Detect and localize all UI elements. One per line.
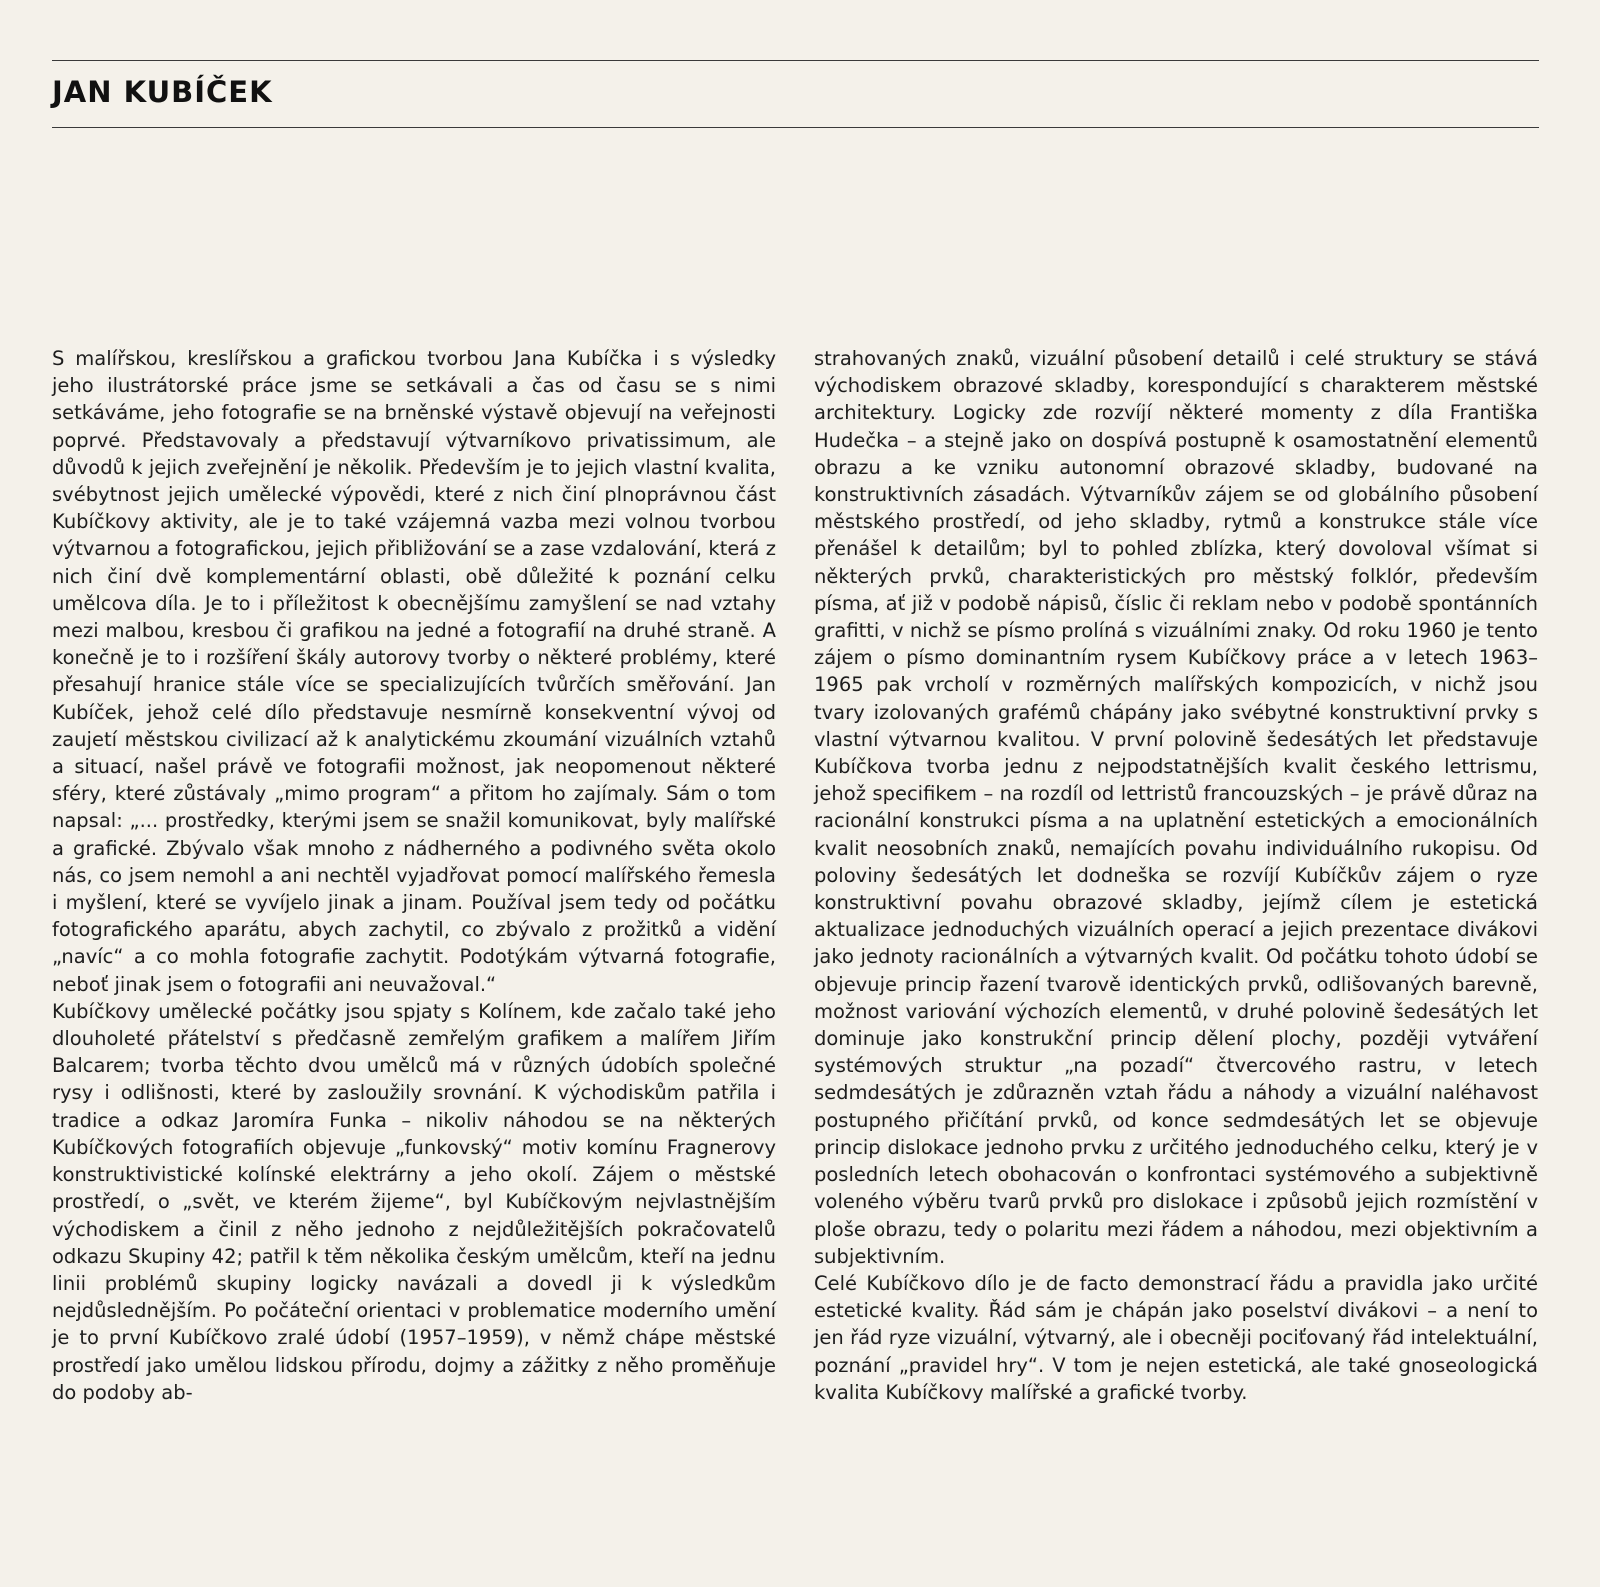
left-paragraph-2: Kubíčkovy umělecké počátky jsou spjaty s Kolínem, kde začalo také jeho dlouholeté přátelství s předčasně zemřelým grafikem a malířem Jiřím Balcarem; tvorba těchto dvou umělců má v různých údobích společné rysy i odlišnosti, které by zasloužily srovnání. K východiskům patřila i tradice a odkaz Jaromíra Funka – nikoliv náhodou se na některých Kubíčkových fotografiích objevuje „funkovský“ motiv komínu Fragnerovy konstruktivistické kolínské elektrárny a jeho okolí. Zájem o městské prostředí, o „svět, ve kterém žijeme“, byl Kubíčkovým nejvlastnějším východiskem a činil z něho jednoho z nejdůležitějších pokračovatelů odkazu Skupiny 42; patřil k těm několika českým umělcům, kteří na jednu linii problémů skupiny logicky navázali a dovedl ji k výsledkům nejdůslednějším. Po počáteční orientaci v problematice moderního umění je to první Kubíčkovo zralé údobí (1957–1959), v němž chápe městské prostředí jako umělou lidskou přírodu, dojmy a zážitky z něho proměňuje do podoby ab-	[52, 999, 776, 1404]
left-paragraph-1: S malířskou, kreslířskou a grafickou tvorbou Jana Kubíčka i s výsledky jeho ilustrátorské práce jsme se setkávali a čas od času se s nimi setkáváme, jeho fotografie se na brněnské výstavě objevují na veřejnosti poprvé. Představovaly a představují výtvarníkovo privatissimum, ale důvodů k jejich zveřejnění je několik. Především je to jejich vlastní kvalita, svébytnost jejich umělecké výpovědi, které z nich činí plnoprávnou část Kubíčkovy aktivity, ale je to také vzájemná vazba mezi volnou tvorbou výtvarnou a fotografickou, jejich přibližování se a zase vzdalování, která z nich činí dvě komplementární oblasti, obě důležité k poznání celku umělcova díla. Je to i příležitost k obecnějšímu zamyšlení se nad vztahy mezi malbou, kresbou či grafikou na jedné a fotografií na druhé straně. A konečně je to i rozšíření škály autorovy tvorby o některé problémy, které přesahují hranice stále více se specializujících tvůrčích směřování. Jan Kubíček, jehož celé dílo představuje nesmírně konsekventní vývoj od zaujetí městskou civilizací až k analytickému zkoumání vizuálních vztahů a situací, našel právě ve fotografii možnost, jak neopomenout některé sféry, které zůstávaly „mimo program“ a přitom ho zajímaly. Sám o tom napsal: „... prostředky, kterými jsem se snažil komunikovat, byly malířské a grafické. Zbývalo však mnoho z nádherného a podivného světa okolo nás, co jsem nemohl a ani nechtěl vyjadřovat pomocí malířského řemesla i myšlení, které se vyvíjelo jinak a jinam. Používal jsem tedy od počátku fotografického aparátu, abych zachytil, co zbývalo z prožitků a vidění „navíc“ a co mohla fotografie zachytit. Podotýkám výtvarná fotografie, neboť jinak jsem o fotografii ani neuvažoval.“	[52, 347, 776, 996]
right-paragraph-2: Celé Kubíčkovo dílo je de facto demonstrací řádu a pravidla jako určité estetické kvality. Řád sám je chápán jako poselství divákovi – a není to jen řád ryze vizuální, výtvarný, ale i obecněji pociťovaný řád intelektuální, poznání „pravidel hry“. V tom je nejen estetická, ale také gnoseologická kvalita Kubíčkovy malířské a grafické tvorby.	[814, 1271, 1538, 1404]
right-paragraph-1: strahovaných znaků, vizuální působení detailů i celé struktury se stává východiskem obrazové skladby, korespondující s charakterem městské architektury. Logicky zde rozvíjí některé momenty z díla Františka Hudečka – a stejně jako on dospívá postupně k osamostatnění elementů obrazu a ke vzniku autonomní obrazové skladby, budované na konstruktivních zásadách. Výtvarníkův zájem se od globálního působení městského prostředí, od jeho skladby, rytmů a konstrukce stále více přenášel k detailům; byl to pohled zblízka, který dovoloval všímat si některých prvků, charakteristických pro městský folklór, především písma, ať již v podobě nápisů, číslic či reklam nebo v podobě spontánních grafitti, v nichž se písmo prolíná s vizuálními znaky. Od roku 1960 je tento zájem o písmo dominantním rysem Kubíčkovy práce a v letech 1963–1965 pak vrcholí v rozměrných malířských kompozicích, v nichž jsou tvary izolovaných grafémů chápány jako svébytné konstruktivní prvky s vlastní výtvarnou kvalitou. V první polovině šedesátých let představuje Kubíčkova tvorba jednu z nejpodstatnějších kvalit českého lettrismu, jehož specifikem – na rozdíl od lettristů francouzských – je právě důraz na racionální konstrukci písma a na uplatnění estetických a emocionálních kvalit neosobních znaků, nemajících povahu individuálního rukopisu. Od poloviny šedesátých let dodneška se rozvíjí Kubíčkův zájem o ryze konstruktivní povahu obrazové skladby, jejímž cílem je estetická aktualizace jednoduchých vizuálních operací a jejich prezentace divákovi jako jednoty racionálních a výtvarných kvalit. Od počátku tohoto údobí se objevuje princip řazení tvarově identických prvků, odlišovaných barevně, možnost variování výchozích elementů, v druhé polovině šedesátých let dominuje jako konstrukční princip dělení plochy, později vytváření systémových struktur „na pozadí“ čtvercového rastru, v letech sedmdesátých je zdůrazněn vztah řádu a náhody a vizuální naléhavost postupného přičítání prvků, od konce sedmdesátých let se objevuje princip dislokace jednoho prvku z určitého jednoduchého celku, který je v posledních letech obohacován o konfrontaci systémového a subjektivně voleného výběru tvarů prvků pro dislokace i způsobů jejich rozmístění v ploše obrazu, tedy o polaritu mezi řádem a náhodou, mezi objektivním a subjektivním.	[814, 347, 1538, 1268]
right-column	[814, 345, 1538, 1406]
left-column	[52, 345, 776, 1406]
header-rule-top	[52, 60, 1539, 61]
article-title: JAN KUBÍČEK	[52, 75, 273, 109]
header-rule-bottom	[52, 127, 1539, 128]
